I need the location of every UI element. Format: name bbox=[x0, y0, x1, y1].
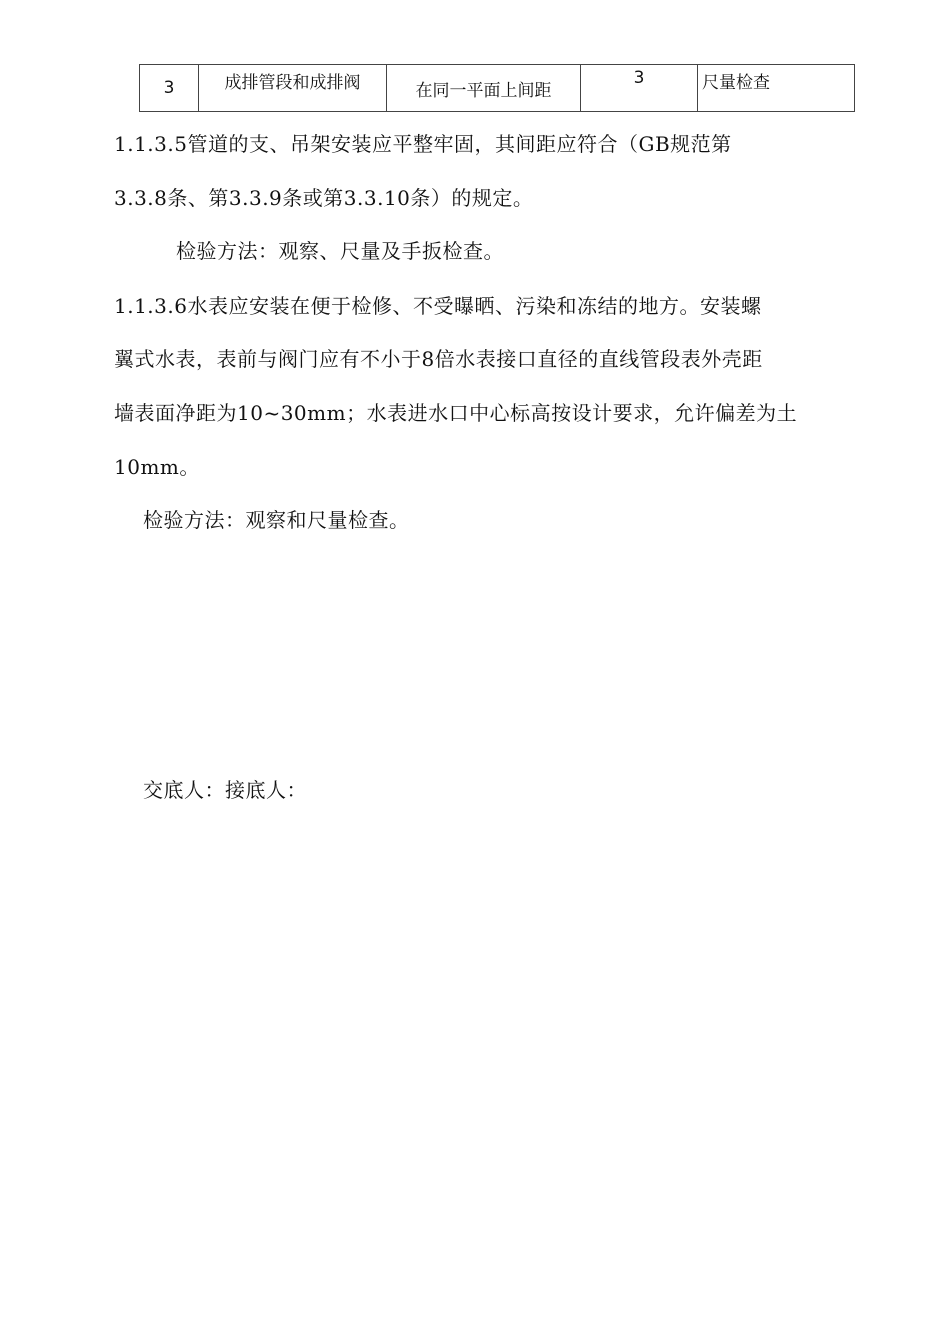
section-1135-line1: 1.1.3.5管道的支、吊架安装应平整牢固，其间距应符合（GB规范第 bbox=[114, 132, 732, 156]
signature-line: 交底人：接底人： bbox=[143, 778, 307, 802]
section-1135-line2: 3.3.8条、第3.3.9条或第3.3.10条）的规定。 bbox=[114, 186, 534, 210]
tolerance-table bbox=[139, 64, 855, 112]
cell-no: 3 bbox=[140, 65, 199, 112]
table-row bbox=[140, 65, 855, 112]
cell-method: 尺量检查 bbox=[698, 65, 855, 112]
section-1136-line1: 1.1.3.6水表应安装在便于检修、不受曝晒、污染和冻结的地方。安装螺 bbox=[114, 294, 762, 318]
section-1135-method: 检验方法：观察、尺量及手扳检查。 bbox=[176, 239, 504, 263]
cell-item: 成排管段和成排阀 bbox=[199, 65, 387, 112]
section-1136-line3: 墙表面净距为10~30mm；水表进水口中心标高按设计要求，允许偏差为土 bbox=[114, 401, 798, 425]
section-1136-method: 检验方法：观察和尺量检查。 bbox=[143, 508, 410, 532]
section-1136-line2: 翼式水表，表前与阀门应有不小于8倍水表接口直径的直线管段表外壳距 bbox=[114, 347, 763, 371]
cell-desc: 在同一平面上间距 bbox=[387, 65, 581, 112]
cell-tolerance: 3 bbox=[581, 65, 698, 112]
section-1136-line4: 10mm。 bbox=[114, 455, 200, 479]
